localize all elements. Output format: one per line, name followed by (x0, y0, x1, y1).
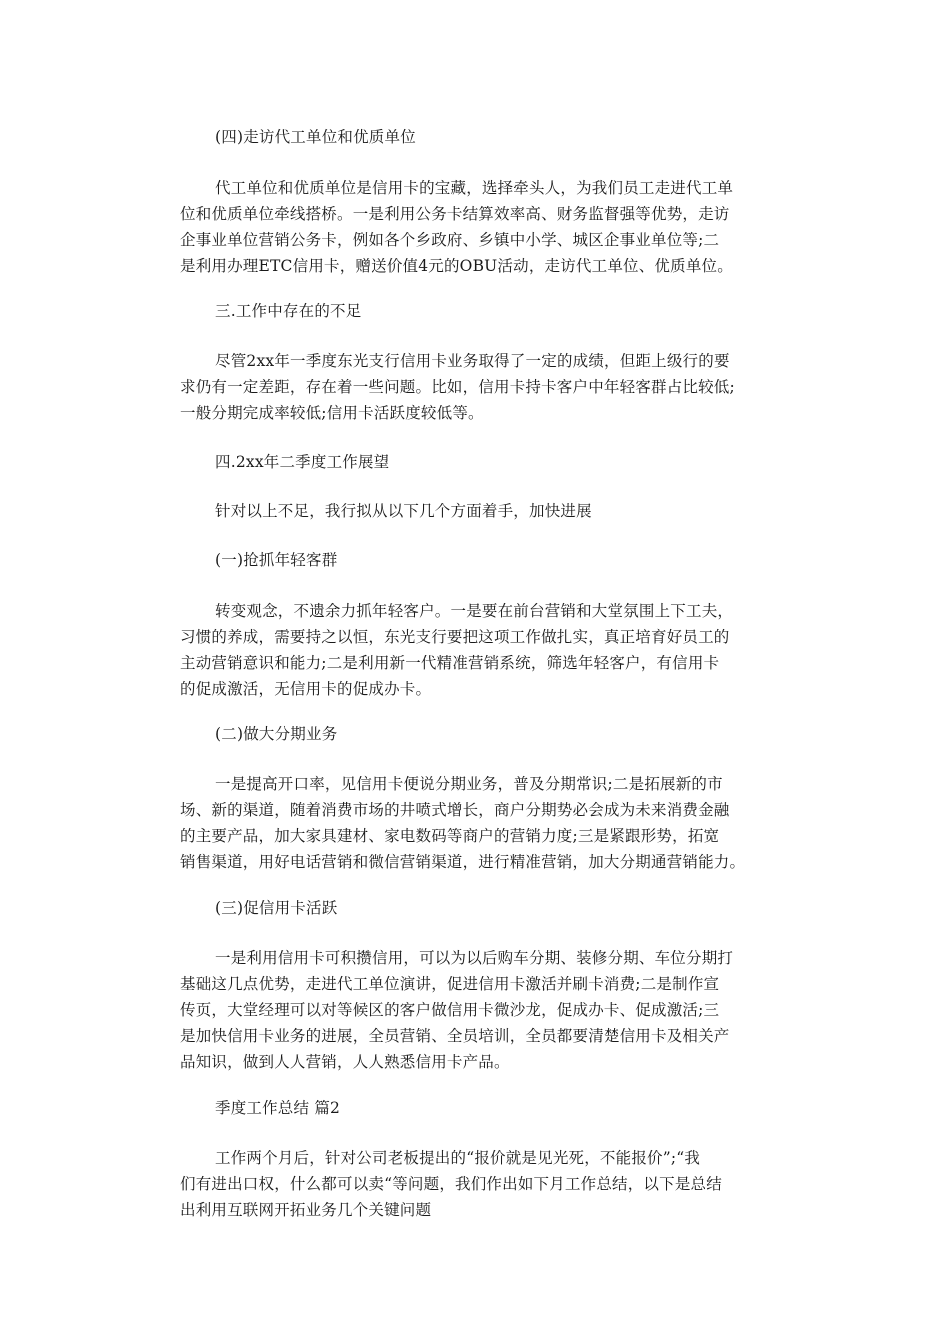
paragraph-line: 销售渠道，用好电话营销和微信营销渠道，进行精准营销，加大分期通营销能力。 (180, 853, 746, 871)
section-heading: 四.2xx年二季度工作展望 (215, 453, 390, 471)
paragraph-line: 传页，大堂经理可以对等候区的客户做信用卡微沙龙，促成办卡、促成激活;三 (180, 1001, 720, 1019)
paragraph (180, 175, 780, 279)
paragraph-line: 一般分期完成率较低;信用卡活跃度较低等。 (180, 404, 484, 422)
paragraph-line: 基础这几点优势，走进代工单位演讲，促进信用卡激活并刷卡消费;二是制作宣 (180, 975, 720, 993)
paragraph-line: 出利用互联网开拓业务几个关键问题 (180, 1201, 432, 1219)
paragraph-line: 一是提高开口率，见信用卡便说分期业务，普及分期常识;二是拓展新的市 (215, 775, 723, 793)
paragraph (180, 598, 780, 702)
paragraph (180, 771, 780, 875)
section-heading: 季度工作总结 篇2 (215, 1099, 341, 1117)
paragraph-line: 主动营销意识和能力;二是利用新一代精准营销系统，筛选年轻客户，有信用卡 (180, 654, 720, 672)
paragraph-line: 企事业单位营销公务卡，例如各个乡政府、乡镇中小学、城区企事业单位等;二 (180, 231, 720, 249)
section-heading: 三.工作中存在的不足 (215, 302, 362, 320)
paragraph-line: 转变观念，不遗余力抓年轻客户。一是要在前台营销和大堂氛围上下工夫， (215, 602, 734, 620)
paragraph-line: 是加快信用卡业务的进展，全员营销、全员培训，全员都要清楚信用卡及相关产 (180, 1027, 730, 1045)
subsection-heading: (二)做大分期业务 (215, 725, 338, 743)
section-heading: (四)走访代工单位和优质单位 (215, 128, 416, 146)
paragraph-line: 的主要产品，加大家具建材、家电数码等商户的营销力度;三是紧跟形势，拓宽 (180, 827, 720, 845)
paragraph (180, 945, 780, 1075)
paragraph-line: 的促成激活，无信用卡的促成办卡。 (180, 680, 432, 698)
paragraph-line: 们有进出口权，什么都可以卖“等问题，我们作出如下月工作总结，以下是总结 (180, 1175, 722, 1193)
paragraph-line: 位和优质单位牵线搭桥。一是利用公务卡结算效率高、财务监督强等优势，走访 (180, 205, 730, 223)
subsection-heading: (一)抢抓年轻客群 (215, 551, 338, 569)
paragraph-line: 尽管2xx年一季度东光支行信用卡业务取得了一定的成绩，但距上级行的要 (215, 352, 730, 370)
paragraph (180, 1145, 780, 1223)
paragraph-line: 代工单位和优质单位是信用卡的宝藏，选择牵头人，为我们员工走进代工单 (215, 179, 734, 197)
paragraph-line: 场、新的渠道，随着消费市场的井喷式增长，商户分期势必会成为未来消费金融 (180, 801, 730, 819)
subsection-heading: (三)促信用卡活跃 (215, 899, 338, 917)
paragraph-line: 习惯的养成，需要持之以恒，东光支行要把这项工作做扎实，真正培育好员工的 (180, 628, 730, 646)
paragraph-line: 一是利用信用卡可积攒信用，可以为以后购车分期、装修分期、车位分期打 (215, 949, 734, 967)
paragraph-line: 品知识，做到人人营销，人人熟悉信用卡产品。 (180, 1053, 510, 1071)
paragraph-line: 工作两个月后，针对公司老板提出的“报价就是见光死，不能报价”;“我 (215, 1149, 701, 1167)
intro-line: 针对以上不足，我行拟从以下几个方面着手，加快进展 (215, 502, 592, 520)
paragraph (180, 348, 780, 426)
paragraph-line: 求仍有一定差距，存在着一些问题。比如，信用卡持卡客户中年轻客群占比较低; (180, 378, 735, 396)
paragraph-line: 是利用办理ETC信用卡，赠送价值4元的OBU活动，走访代工单位、优质单位。 (180, 257, 733, 275)
